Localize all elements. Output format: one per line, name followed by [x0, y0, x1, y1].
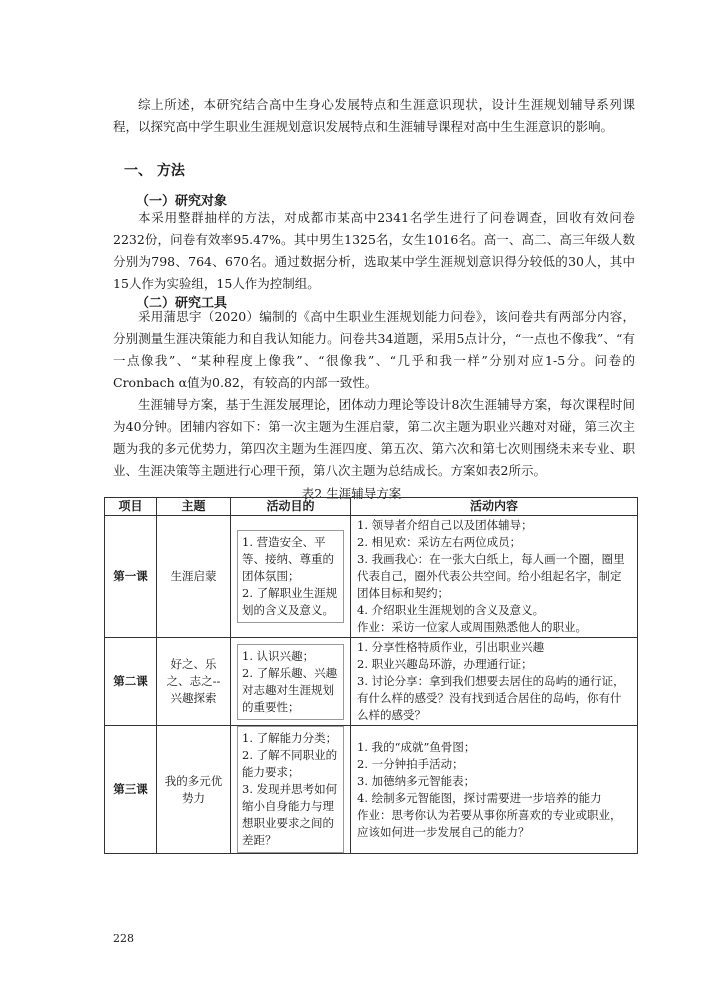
content-line: 作业：思考你认为若要从事你所喜欢的专业或职业，应该如何进一步发展自己的能力？ [357, 807, 622, 839]
row-content [351, 726, 638, 854]
subjects-paragraph: 本采用整群抽样的方法，对成都市某高中2341名学生进行了问卷调查，回收有效问卷2232份，问卷有效率95.47%。其中男生1325名，女生1016名。高一、高二、高三年级人数分别为798、764、670名。通过数据分析，选取某中学生涯规划意识得分较低的30人，其中15人作为实验组，15人作为控制组。 [113, 210, 635, 291]
table-row [105, 638, 638, 726]
row-content [351, 638, 638, 726]
goal-box [237, 726, 344, 853]
content-line: 1. 我的“成就”鱼骨图； [357, 739, 476, 754]
tools-paragraph-2: 生涯辅导方案，基于生涯发展理论，团体动力理论等设计8次生涯辅导方案，每次课程时间为40分钟。团辅内容如下：第一次主题为生涯启蒙，第二次主题为职业兴趣对对碰，第三次主题为我的多元优势力，第四次主题为生涯四度、第五次、第六次和第七次则围绕未来专业、职业、生涯决策等主题进行心理干预，第八次主题为总结成长。方案如表2所示。 [113, 397, 635, 478]
content-line: 2. 相见欢：采访左右两位成员； [357, 535, 522, 549]
content-line: 4. 绘制多元智能图，探讨需要进一步培养的能力 [357, 790, 602, 805]
content-line: 2. 一分钟拍手活动； [357, 756, 464, 771]
goal-line: 2. 了解乐趣、兴趣对志趣对生涯规划的重要性； [242, 665, 338, 714]
intro-paragraph: 综上所述，本研究结合高中生身心发展特点和生涯意识现状，设计生涯规划辅导系列课程，以探究高中学生职业生涯规划意识发展特点和生涯辅导课程对高中生生涯意识的影响。 [113, 97, 635, 134]
subsection-heading-tools: （二）研究工具 [136, 296, 228, 311]
row-content [351, 516, 638, 638]
row-item: 第二课 [105, 638, 157, 726]
goal-box [237, 530, 344, 623]
tools-paragraph-1: 采用蒲思宇（2020）编制的《高中生职业生涯规划能力问卷》，该问卷共有两部分内容，分别测量生涯决策能力和自我认知能力。问卷共34道题，采用5点计分，“一点也不像我”、“有一点像我”、“某种程度上像我”、“很像我”、“几乎和我一样”分别对应1-5分。问卷的Cronbach α值为0.82，有较高的内部一致性。 [113, 309, 635, 390]
goal-line: 2. 了解职业生涯规划的含义及意义。 [242, 586, 338, 617]
row-theme: 我的多元优势力 [157, 726, 231, 854]
content-line: 3. 加德纳多元智能表； [357, 773, 476, 788]
content-line: 3. 讨论分享：拿到我们想要去居住的岛屿的通行证，有什么样的感受？没有找到适合居住的岛屿，你有什么样的感受？ [357, 674, 625, 722]
row-goal [231, 726, 351, 854]
goal-line: 1. 认识兴趣； [242, 648, 315, 663]
content-line: 作业：采访一位家人或周围熟悉他人的职业。 [357, 620, 587, 634]
content-line: 2. 职业兴趣岛环游，办理通行证； [357, 657, 533, 671]
table-row [105, 516, 638, 638]
content-line: 1. 领导者介绍自己以及团体辅导； [357, 518, 533, 532]
goal-line: 1. 了解能力分类； [242, 731, 338, 745]
table-row [105, 726, 638, 854]
row-item: 第三课 [105, 726, 157, 854]
goal-box [237, 644, 344, 720]
row-goal [231, 638, 351, 726]
header-theme: 主题 [157, 498, 231, 516]
row-item: 第一课 [105, 516, 157, 638]
header-goal: 活动目的 [231, 498, 351, 516]
section-heading-methods: 一、 方法 [124, 163, 185, 179]
header-content: 活动内容 [351, 498, 638, 516]
content-line: 1. 分享性格特质作业，引出职业兴趣 [357, 640, 545, 654]
goal-line: 3. 发现并思考如何缩小自身能力与理想职业要求之间的差距？ [242, 782, 338, 847]
row-goal [231, 516, 351, 638]
table-caption: 表2 生涯辅导方案 [301, 486, 402, 501]
page-number: 228 [113, 932, 134, 945]
goal-line: 1. 营造安全、平等、接纳、尊重的团体氛围； [242, 535, 334, 583]
row-theme: 好之、乐之、志之--兴趣探索 [157, 638, 231, 726]
subsection-heading-subjects: （一）研究对象 [136, 194, 228, 209]
goal-line: 2. 了解不同职业的能力要求； [242, 748, 338, 779]
table-header-row [105, 498, 638, 516]
content-line: 4. 介绍职业生涯规划的含义及意义。 [357, 603, 545, 617]
guidance-plan-table [104, 497, 638, 854]
header-item: 项目 [105, 498, 157, 516]
row-theme: 生涯启蒙 [157, 516, 231, 638]
content-line: 3. 我画我心：在一张大白纸上，每人画一个圈，圈里代表自己，圈外代表公共空间。给小组起名字，制定团体目标和契约； [357, 552, 625, 600]
